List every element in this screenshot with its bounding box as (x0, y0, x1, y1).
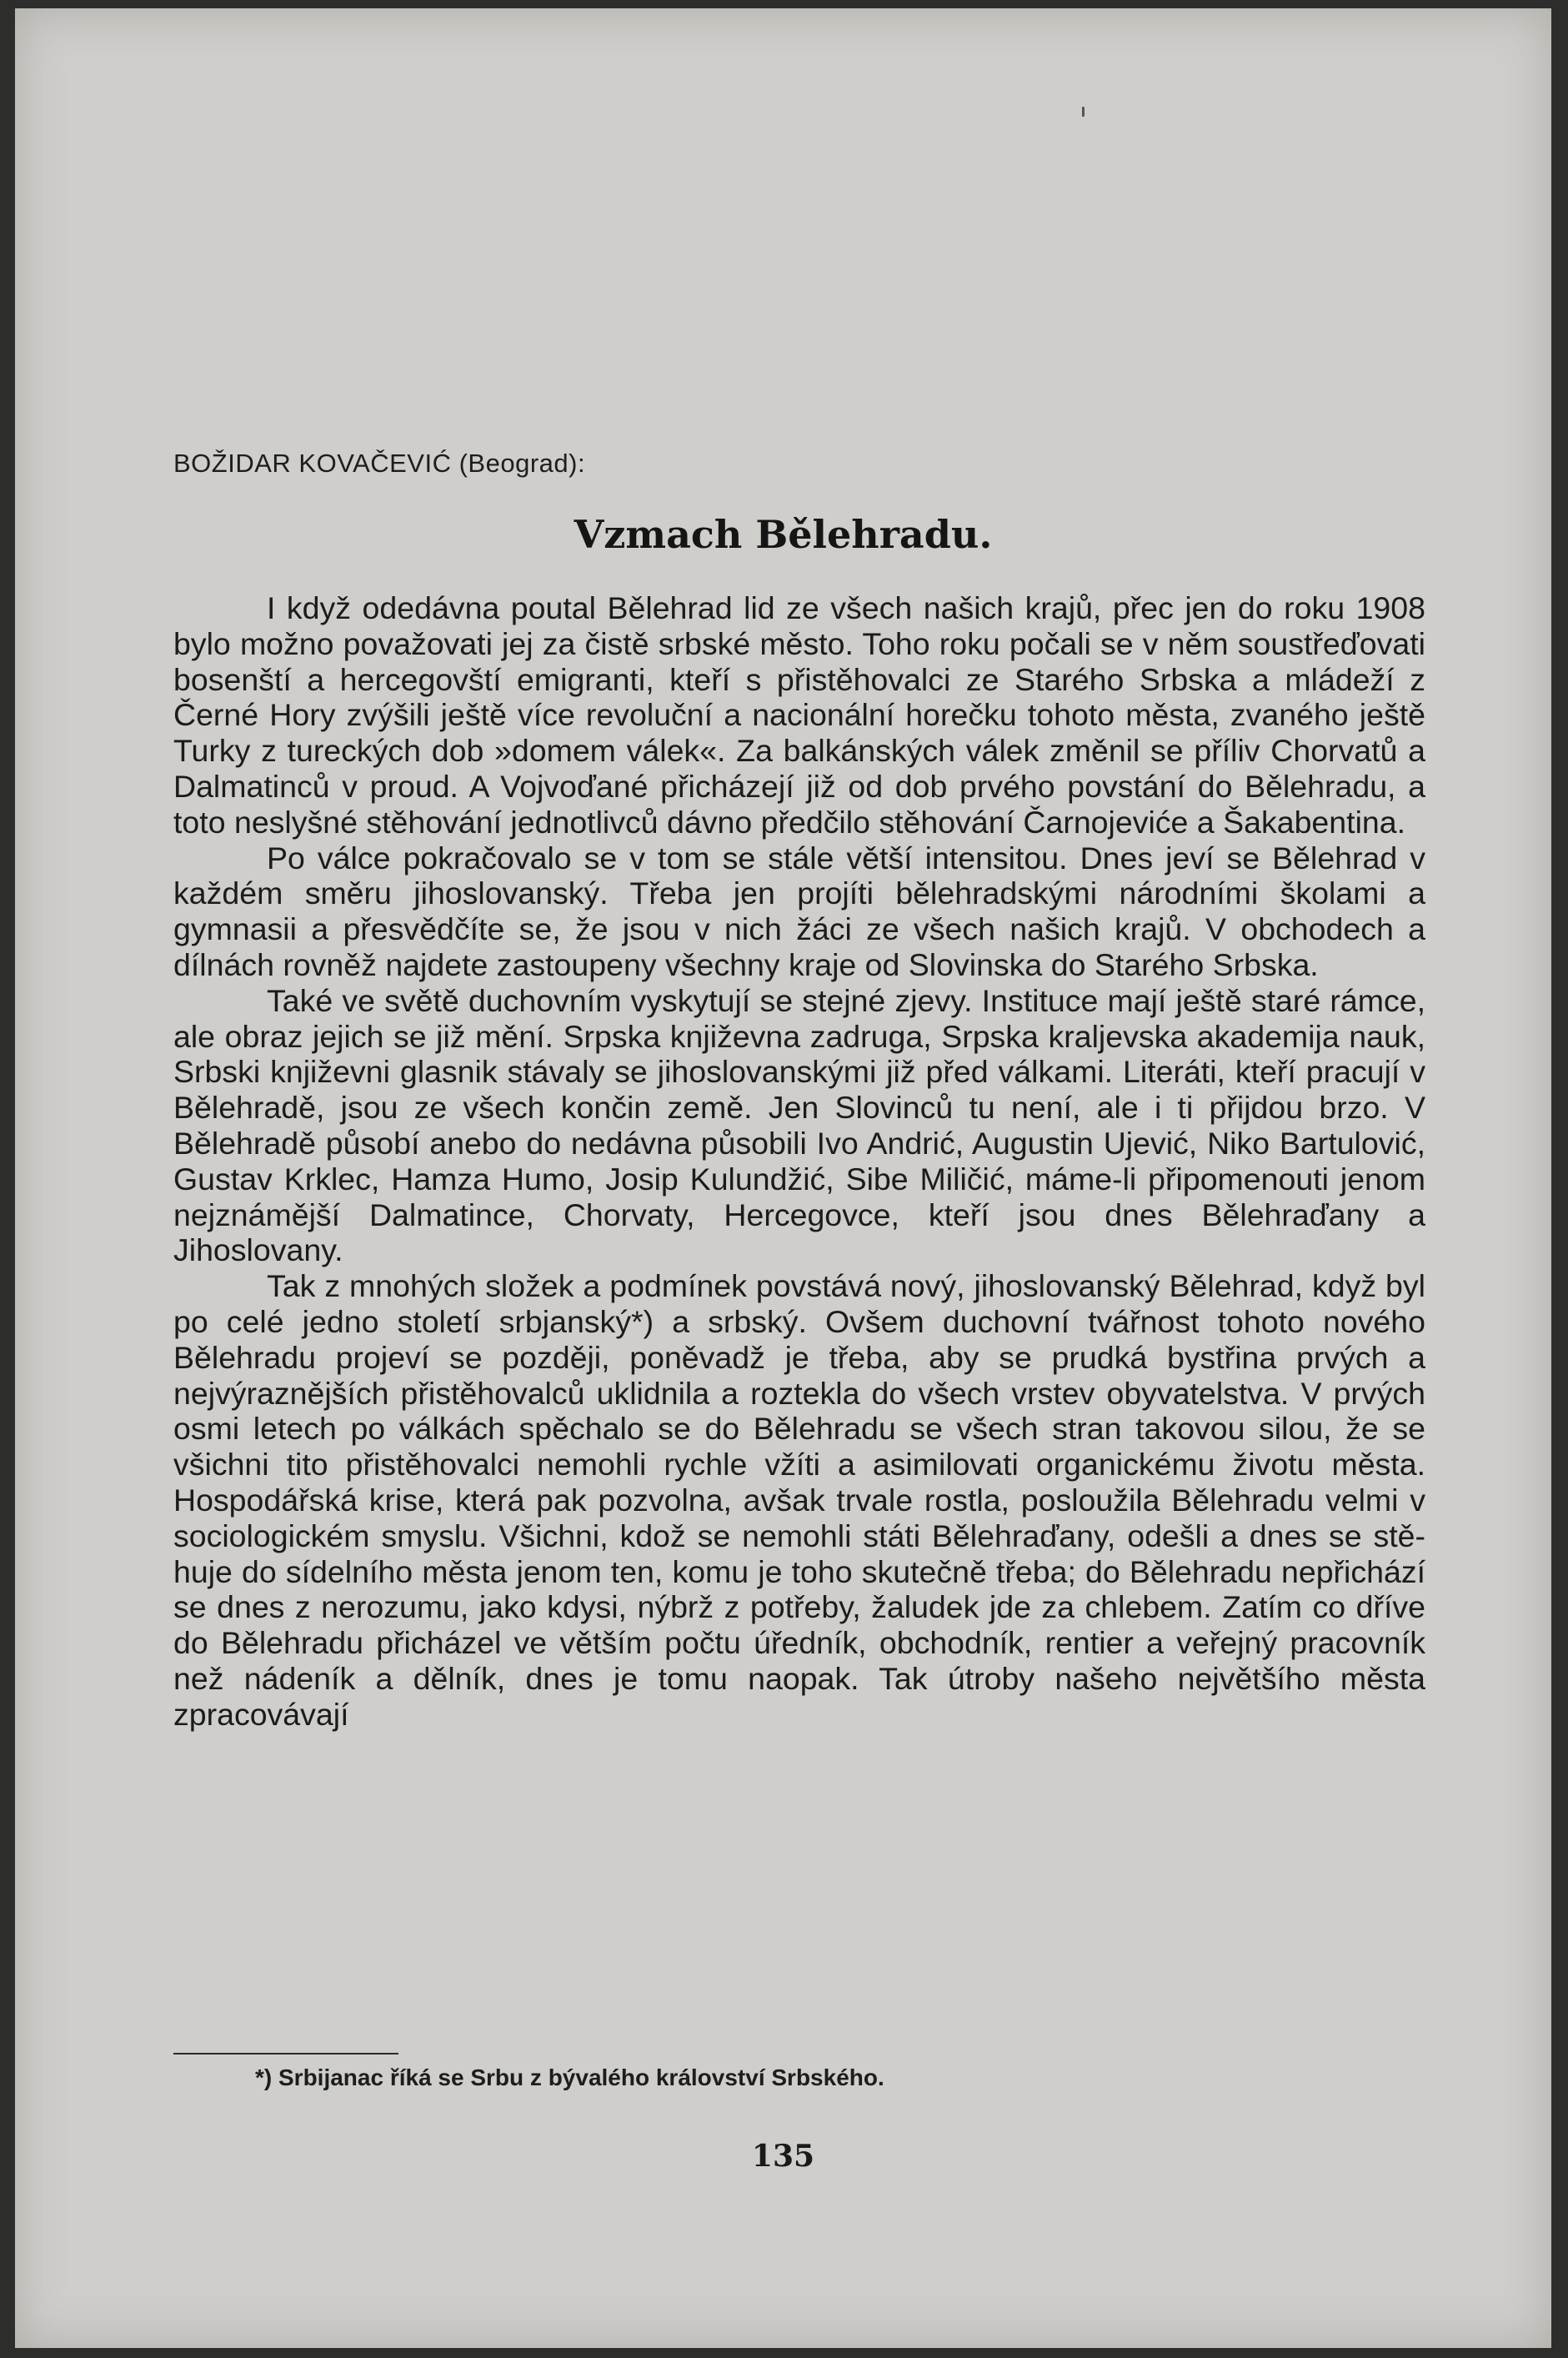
footnote-divider (173, 2053, 398, 2054)
paragraph-4: Tak z mnohých složek a podmínek povstává nový, jihoslovanský Bělehrad, když byl po celé jedno století srbjanský*) a srbský. Ovšem duchovní tvářnost tohoto nového Bělehradu projeví se později, poněvadž je třeba, aby se prudká bystřina prvých a nejvýraznějších přistěhovalců uklidnila a roztekla do všech vrstev obyvatelstva. V prvých osmi letech po válkách spěchalo se do Bělehradu se všech stran takovou silou, že se všichni tito přistěhovalci nemohli rychle vžíti a asimilovati organickému životu města. Hospodářská krise, která pak pozvolna, avšak trvale rostla, posloužila Bělehradu velmi v sociologickém smyslu. Všichni, kdož se nemohli státi Bělehraďany, odešli a dnes se stěhuje do sídelního města jenom ten, komu je toho skutečně třeba; do Bělehradu nepřichází se dnes z nerozumu, jako kdysi, nýbrž z potřeby, žaludek jde za chlebem. Zatím co dříve do Bělehradu přicházel ve větším počtu úředník, obchodník, rentier a veřejný pracovník než nádeník a dělník, dnes je tomu naopak. Tak útroby našeho největšího města zpracovávají (173, 1268, 1425, 1732)
footnote: *) Srbijanac říká se Srbu z bývalého království Srbského. (255, 2065, 884, 2090)
page-number: 135 (751, 2139, 815, 2174)
scanned-page (15, 8, 1551, 2348)
paragraph-1: I když odedávna poutal Bělehrad lid ze všech našich krajů, přec jen do roku 1908 bylo možno považovati jej za čistě srbské město. Toho roku počali se v něm soustřeďovati bosenští a hercegovští emigranti, kteří s přistěhovalci ze Starého Srbska a mládeží z Černé Hory zvýšili ještě více revoluční a nacionální horečku tohoto města, zvaného ještě Turky z tureckých dob »domem válek«. Za balkánských válek změnil se příliv Chorvatů a Dalmatinců v proud. A Vojvoďané přicházejí již od dob prvého povstání do Bělehradu, a toto neslyšné stěhování jednotlivců dávno předčilo stěhování Čarnojeviće a Šakabentina. (173, 590, 1425, 840)
article-body (173, 590, 1425, 1733)
paragraph-3: Také ve světě duchovním vyskytují se stejné zjevy. Instituce mají ještě staré rámce, ale obraz jejich se již mění. Srpska književna zadruga, Srpska kraljevska akademija nauk, Srbski književni glasnik stávaly se jihoslovanskými již před válkami. Literáti, kteří pracují v Bělehradě, jsou ze všech končin země. Jen Slovinců tu není, ale i ti přijdou brzo. V Bělehradě působí anebo do nedávna působili Ivo Andrić, Augustin Ujević, Niko Bartulović, Gustav Krklec, Hamza Humo, Josip Kulundžić, Sibe Miličić, máme-li připomenouti jenom nejznámější Dalmatince, Chorvaty, Hercegovce, kteří jsou dnes Bělehraďany a Jihoslovany. (173, 982, 1425, 1268)
author-byline: BOŽIDAR KOVAČEVIĆ (Beograd): (173, 449, 586, 478)
article-title: Vzmach Bělehradu. (574, 512, 993, 557)
paragraph-2: Po válce pokračovalo se v tom se stále větší intensitou. Dnes jeví se Bělehrad v každém směru jihoslovanský. Třeba jen projíti bělehradskými národními školami a gymnasii a přesvědčíte se, že jsou v nich žáci ze všech našich krajů. V obchodech a dílnách rovněž najdete zastoupeny všechny kraje od Slovinska do Starého Srbska. (173, 840, 1425, 982)
print-speck (1082, 107, 1085, 117)
